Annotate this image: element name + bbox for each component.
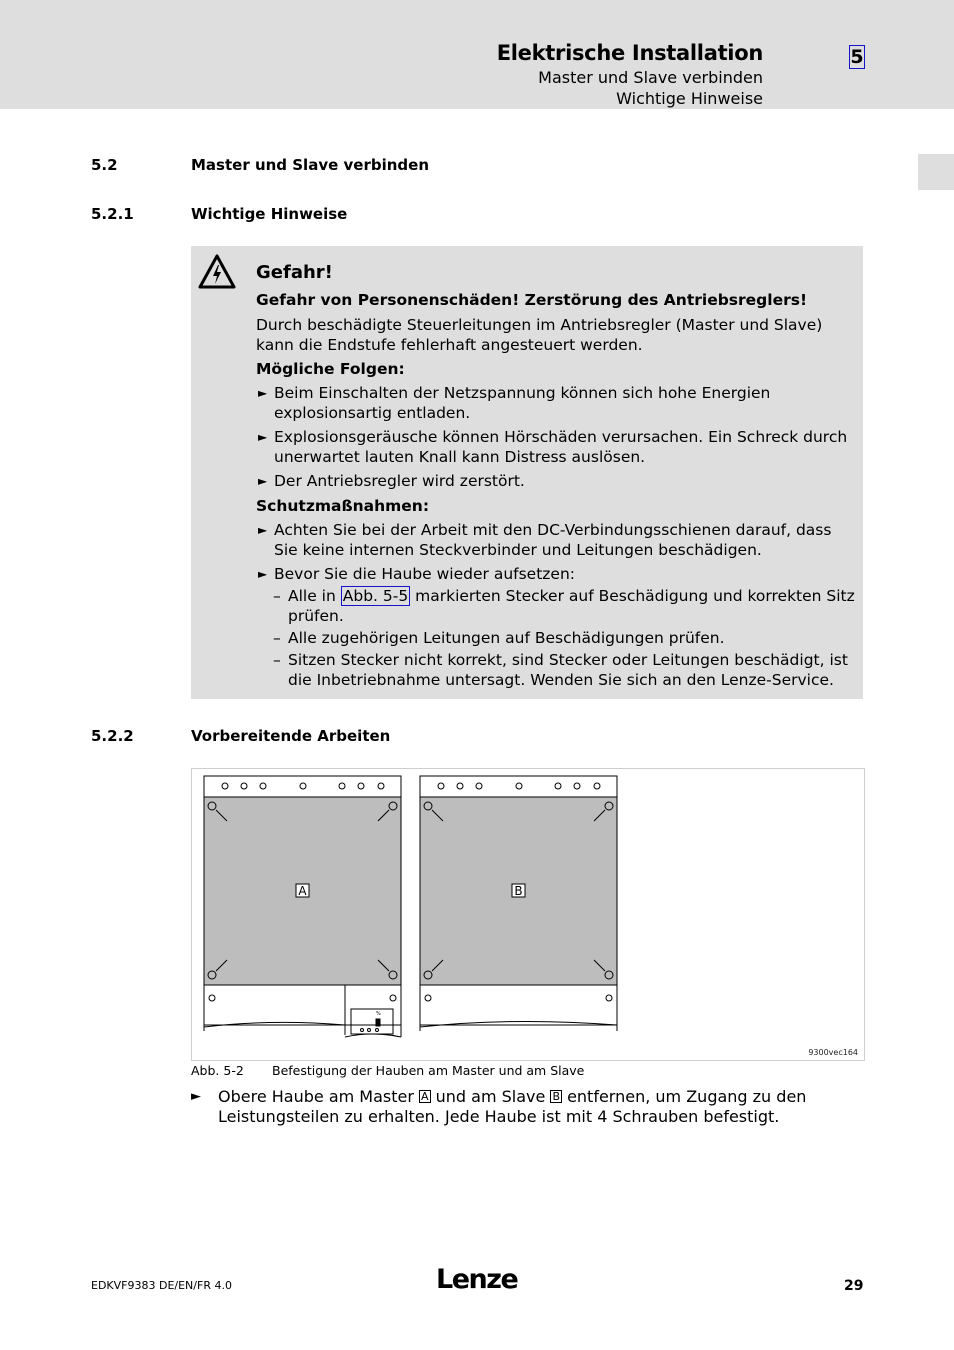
dash-marker: – — [273, 587, 281, 605]
section-number: 5.2.1 — [91, 205, 134, 223]
section-title: Master und Slave verbinden — [191, 156, 429, 174]
danger-notice — [191, 246, 863, 699]
list-item — [256, 564, 860, 584]
step-text: entfernen, um Zugang zu den Leistungsteilen zu erhalten. Jede Haube ist mit 4 Schrauben befestigt. — [218, 1087, 807, 1126]
page-number: 29 — [844, 1278, 864, 1294]
dash-marker: – — [273, 651, 281, 669]
section-title: Vorbereitende Arbeiten — [191, 727, 391, 745]
sub-item-text: Alle zugehörigen Leitungen auf Beschädigungen prüfen. — [288, 629, 725, 647]
subsection-subtitle: Wichtige Hinweise — [616, 89, 763, 108]
sub-item-text: markierten Stecker auf Beschädigung und korrekten Sitz prüfen. — [288, 587, 855, 625]
bullet-arrow-icon: ► — [258, 430, 268, 444]
list-item — [256, 383, 860, 423]
bullet-arrow-icon: ► — [191, 1089, 201, 1104]
dash-marker: – — [273, 629, 281, 647]
list-item — [256, 471, 860, 491]
consequence-text: Der Antriebsregler wird zerstört. — [274, 472, 525, 490]
consequence-text: Explosionsgeräusche können Hörschäden verursachen. Ein Schreck durch unerwartet lauten Knall kann Distress auslösen. — [274, 428, 848, 466]
section-number: 5.2.2 — [91, 727, 134, 745]
figure-code: 9300vec164 — [808, 1048, 858, 1057]
figure-caption-label: Abb. 5-2 — [191, 1063, 244, 1078]
instruction-step — [191, 1087, 831, 1127]
label-b: B — [514, 884, 523, 898]
danger-heading: Gefahr! — [256, 262, 333, 283]
section-subtitle: Master und Slave verbinden — [538, 68, 763, 87]
bullet-arrow-icon: ► — [258, 523, 268, 537]
step-text: und am Slave — [430, 1087, 551, 1106]
high-voltage-warning-icon — [197, 253, 237, 295]
chapter-title: Elektrische Installation — [496, 41, 763, 65]
bullet-arrow-icon: ► — [258, 567, 268, 581]
danger-subheading: Gefahr von Personenschäden! Zerstörung des Antriebsreglers! — [256, 291, 808, 309]
figure-reference-link[interactable]: Abb. 5-5 — [342, 587, 409, 605]
sub-item-text: Sitzen Stecker nicht korrekt, sind Stecker oder Leitungen beschädigt, ist die Inbetriebnahme untersagt. Wenden Sie sich an den Lenze-Service. — [288, 651, 848, 689]
sub-item-text: Alle in — [288, 587, 341, 605]
header-band — [0, 0, 954, 109]
svg-text:%: % — [376, 1011, 381, 1017]
label-a: A — [298, 884, 307, 898]
measure-text: Bevor Sie die Haube wieder aufsetzen: — [274, 565, 576, 583]
label-b-inline: B — [552, 1090, 560, 1103]
danger-intro: Durch beschädigte Steuerleitungen im Antriebsregler (Master und Slave) kann die Endstufe fehlerhaft angesteuert werden. — [256, 316, 823, 354]
section-title: Wichtige Hinweise — [191, 205, 348, 223]
label-a-inline: A — [421, 1090, 429, 1103]
sub-list-item — [256, 628, 860, 648]
list-item — [256, 427, 860, 467]
lenze-logo: Lenze — [436, 1264, 518, 1295]
bullet-arrow-icon: ► — [258, 474, 268, 488]
sub-list-item — [256, 586, 860, 626]
consequences-label: Mögliche Folgen: — [256, 360, 405, 378]
slave-unit — [420, 776, 617, 1031]
list-item — [256, 520, 860, 560]
measures-label: Schutzmaßnahmen: — [256, 497, 430, 515]
master-unit — [204, 776, 401, 1037]
chapter-thumb-tab — [918, 154, 954, 190]
chapter-number-link[interactable]: 5 — [850, 46, 864, 68]
bullet-arrow-icon: ► — [258, 386, 268, 400]
figure-hood-fastening — [191, 768, 865, 1061]
measure-text: Achten Sie bei der Arbeit mit den DC-Verbindungsschienen darauf, dass Sie keine internen Steckverbinder und Leitungen beschädigen. — [274, 521, 832, 559]
drive-controllers-drawing — [192, 769, 864, 1060]
section-number: 5.2 — [91, 156, 118, 174]
consequence-text: Beim Einschalten der Netzspannung können sich hohe Energien explosionsartig entladen. — [274, 384, 771, 422]
sub-list-item — [256, 650, 860, 690]
figure-caption: Befestigung der Hauben am Master und am Slave — [272, 1063, 585, 1078]
step-text: Obere Haube am Master — [218, 1087, 420, 1106]
document-id: EDKVF9383 DE/EN/FR 4.0 — [91, 1279, 232, 1292]
